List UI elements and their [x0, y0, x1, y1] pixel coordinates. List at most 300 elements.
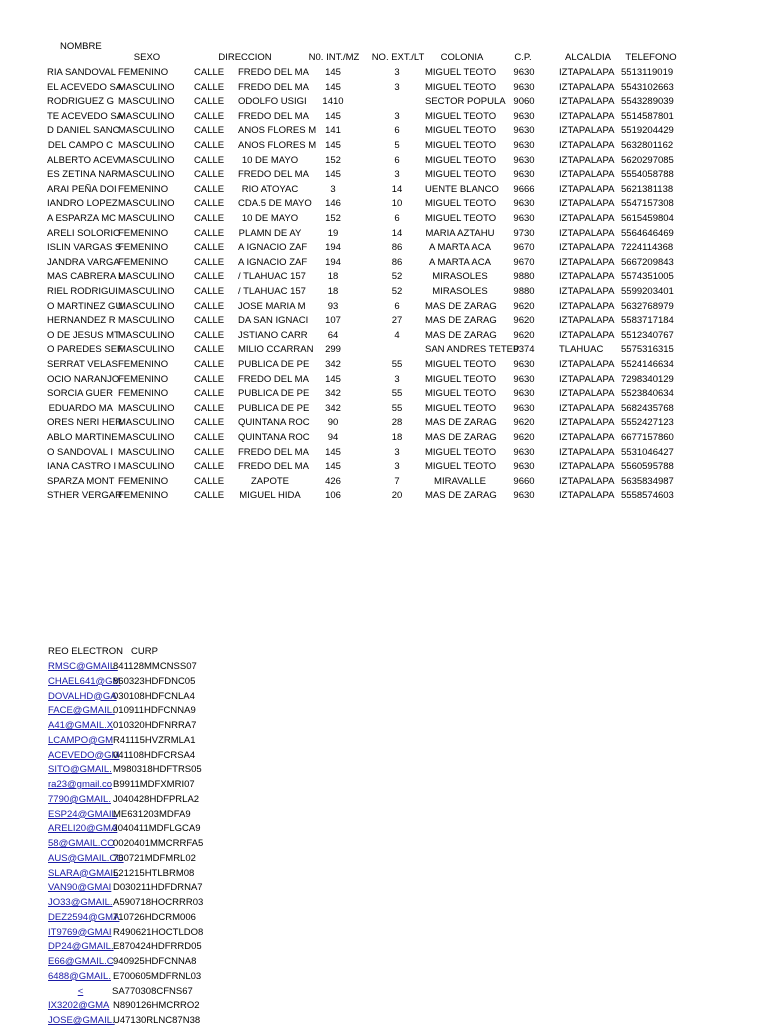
table-cell: 9630	[513, 373, 535, 385]
table-cell: ORES NERI HER	[47, 417, 122, 429]
table-cell: MAS DE ZARAG	[425, 315, 497, 327]
table-cell: 55	[391, 388, 403, 400]
table-cell: HERNANDEZ R	[47, 315, 116, 327]
curp-cell: R490621HOCTLDO8	[113, 926, 204, 938]
table-cell: MASCULINO	[118, 329, 175, 341]
table-cell: 152	[325, 154, 341, 166]
email-link[interactable]: IT9769@GMAI	[48, 926, 112, 938]
table-cell: MIGUEL HIDA	[239, 490, 301, 502]
table-cell: MASCULINO	[118, 300, 175, 312]
table-cell: 9630	[513, 154, 535, 166]
email-link[interactable]: JOSE@GMAIL.	[48, 1015, 115, 1026]
table-cell: 141	[325, 125, 341, 137]
table-cell: 3	[394, 81, 400, 93]
table-cell: CALLE	[194, 271, 225, 283]
email-link[interactable]: DOVALHD@GA	[48, 690, 117, 702]
table-cell: JSTIANO CARR	[238, 329, 308, 341]
email-link[interactable]: <	[77, 985, 84, 997]
curp-cell: 010320HDFNRRA7	[113, 720, 197, 731]
table-cell: CALLE	[194, 140, 225, 151]
table-cell: A MARTA ACA	[429, 242, 491, 254]
table-cell: FREDO DEL MA	[238, 373, 309, 385]
table-cell: 3	[394, 446, 400, 458]
table-cell: 20	[391, 490, 403, 502]
table-cell: 146	[325, 198, 341, 210]
table-cell: 14	[391, 227, 403, 239]
table-cell: MASCULINO	[118, 271, 175, 283]
table-cell: CALLE	[194, 315, 225, 327]
column-header: ALCALDIA	[565, 52, 611, 63]
table-cell: 9630	[513, 490, 535, 502]
table-cell: 86	[391, 242, 403, 254]
table-cell: 6	[394, 300, 400, 312]
table-cell: MASCULINO	[118, 96, 175, 108]
table-cell: IZTAPALAPA	[559, 286, 615, 297]
curp-cell: U47130RLNC87N38	[113, 1015, 201, 1026]
table-cell: 14	[391, 183, 403, 195]
table-cell: 6	[394, 125, 400, 137]
table-cell: FEMENINO	[118, 227, 169, 239]
table-cell: 9670	[513, 242, 535, 254]
table-cell: IZTAPALAPA	[559, 432, 615, 443]
table-cell: 9630	[513, 213, 535, 224]
table-cell: CALLE	[194, 344, 225, 356]
table-cell: 5632768979	[621, 300, 674, 312]
email-link[interactable]: DP24@GMAIL.	[48, 941, 114, 953]
table-cell: SPARZA MONT	[47, 475, 115, 487]
curp-cell: E870424HDFRRD05	[113, 941, 202, 953]
table-cell: 9630	[513, 388, 535, 400]
table-cell: 5615459804	[621, 213, 674, 224]
table-cell: 9630	[513, 81, 535, 93]
table-cell: 5543102663	[621, 81, 674, 93]
table-cell: 3	[394, 110, 400, 122]
table-cell: CALLE	[194, 417, 225, 429]
table-cell: IZTAPALAPA	[559, 67, 615, 78]
table-cell: O PAREDES SEF	[47, 344, 123, 356]
table-cell: CALLE	[194, 125, 225, 137]
table-cell: 145	[325, 446, 341, 458]
table-cell: MIRASOLES	[432, 271, 488, 283]
table-cell: 5560595788	[621, 461, 674, 473]
table-cell: MIGUEL TEOTO	[425, 198, 497, 210]
table-cell: IZTAPALAPA	[559, 140, 615, 151]
table-cell: O MARTINEZ GU	[47, 300, 123, 312]
table-cell: CALLE	[194, 81, 225, 93]
curp-cell: D030211HDFDRNA7	[113, 882, 203, 894]
column-header: N0. INT./MZ	[308, 52, 360, 63]
table-cell: MASCULINO	[118, 417, 175, 429]
table-cell: 107	[325, 315, 341, 327]
table-cell: MILIO CCARRAN	[238, 344, 314, 356]
table-cell: 5564646469	[621, 227, 674, 239]
email-link[interactable]: VAN90@GMAI	[48, 882, 112, 894]
table-cell: CALLE	[194, 359, 225, 370]
table-cell: 342	[325, 402, 341, 414]
table-cell: MIGUEL TEOTO	[425, 213, 497, 224]
table-cell: 9620	[513, 432, 535, 443]
table-cell: FREDO DEL MA	[238, 461, 309, 473]
table-cell: 145	[325, 461, 341, 473]
table-cell: CALLE	[194, 475, 225, 487]
table-cell: MASCULINO	[118, 344, 175, 356]
table-cell: MIRASOLES	[432, 286, 488, 297]
table-cell: TLAHUAC	[559, 344, 604, 356]
table-cell: 94	[327, 432, 339, 443]
table-cell: JANDRA VARGA	[47, 256, 120, 268]
email-link[interactable]: LCAMPO@GM	[48, 734, 114, 746]
table-cell: 3	[394, 67, 400, 78]
table-cell: CALLE	[194, 183, 225, 195]
table-cell: 426	[325, 475, 341, 487]
table-cell: 5574351005	[621, 271, 674, 283]
email-link[interactable]: CHAEL641@GM	[48, 675, 121, 687]
table-cell: 18	[327, 286, 339, 297]
table-cell: STHER VERGAR	[47, 490, 122, 502]
curp-cell: 030108HDFCNLA4	[113, 690, 195, 702]
table-cell: 5523840634	[621, 388, 674, 400]
table-cell: CALLE	[194, 67, 225, 78]
table-cell: MASCULINO	[118, 461, 175, 473]
table-cell: 5514587801	[621, 110, 674, 122]
curp-cell: R41115HVZRMLA1	[113, 734, 196, 746]
email-link[interactable]: ARELI20@GMA	[48, 823, 118, 835]
table-cell: PLAMN DE AY	[238, 227, 302, 239]
column-header: COLONIA	[440, 52, 484, 63]
table-cell: CALLE	[194, 388, 225, 400]
table-cell: 3	[394, 169, 400, 181]
table-cell: FEMENINO	[118, 183, 169, 195]
table-cell: A ESPARZA MC	[47, 213, 116, 224]
table-cell: 9630	[513, 461, 535, 473]
table-cell: IZTAPALAPA	[559, 242, 615, 254]
curp-cell: 041108HDFCRSA4	[113, 749, 196, 761]
table-cell: D DANIEL SANC	[47, 125, 120, 137]
table-cell: IZTAPALAPA	[559, 96, 615, 108]
table-cell: CALLE	[194, 300, 225, 312]
table-cell: MIRAVALLE	[434, 475, 486, 487]
table-cell: 342	[325, 388, 341, 400]
table-cell: ANOS FLORES M	[238, 125, 317, 137]
table-cell: MAS DE ZARAG	[425, 300, 497, 312]
table-cell: EL ACEVEDO SA	[47, 81, 123, 93]
table-cell: MASCULINO	[118, 446, 175, 458]
table-cell: CALLE	[194, 490, 225, 502]
table-cell: 10	[391, 198, 403, 210]
email-link[interactable]: RMSC@GMAIL.	[48, 661, 118, 672]
table-cell: MIGUEL TEOTO	[425, 388, 497, 400]
table-cell: 52	[391, 271, 403, 283]
table-cell: 6	[394, 213, 400, 224]
table-cell: A MARTA ACA	[429, 256, 491, 268]
table-cell: 7	[394, 475, 400, 487]
email-link[interactable]: 58@GMAIL.CO	[48, 838, 115, 849]
table-cell: CALLE	[194, 373, 225, 385]
table-cell: MASCULINO	[118, 110, 175, 122]
email-link[interactable]: IX3202@GMA	[48, 1000, 110, 1012]
table-cell: TE ACEVEDO SA	[47, 110, 124, 122]
table-cell: 1410	[322, 96, 344, 108]
table-cell: 9620	[513, 315, 535, 327]
table-cell: MAS DE ZARAG	[425, 490, 497, 502]
column-header: DIRECCION	[218, 52, 272, 63]
table-cell: A IGNACIO ZAF	[238, 256, 308, 268]
curp-cell: 010911HDFCNNA9	[113, 705, 196, 717]
table-cell: MASCULINO	[118, 213, 175, 224]
table-cell: ARELI SOLORIO	[47, 227, 121, 239]
table-cell: RIO ATOYAC	[241, 183, 299, 195]
email-link[interactable]: AUS@GMAIL.CO	[48, 852, 124, 864]
table-cell: 5531046427	[621, 446, 674, 458]
table-cell: MIGUEL TEOTO	[425, 67, 497, 78]
table-cell: FEMENINO	[118, 359, 169, 370]
table-cell: MARIA AZTAHU	[425, 227, 495, 239]
table-cell: DA SAN IGNACI	[238, 315, 309, 327]
table-cell: IZTAPALAPA	[559, 402, 615, 414]
table-cell: CALLE	[194, 198, 225, 210]
table-cell: IZTAPALAPA	[559, 169, 615, 181]
table-cell: 18	[327, 271, 339, 283]
table-cell: 342	[325, 359, 341, 370]
table-cell: FEMENINO	[118, 67, 169, 78]
table-cell: 9620	[513, 300, 535, 312]
table-cell: 5599203401	[621, 286, 674, 297]
table-cell: 9630	[513, 110, 535, 122]
email-link[interactable]: SITO@GMAIL.	[48, 764, 112, 776]
email-link[interactable]: DEZ2594@GMA	[48, 911, 120, 923]
table-cell: MIGUEL TEOTO	[425, 446, 497, 458]
table-cell: CALLE	[194, 256, 225, 268]
table-cell: QUINTANA ROC	[238, 417, 310, 429]
table-cell: FEMENINO	[118, 475, 169, 487]
column-header: C.P.	[514, 52, 532, 63]
table-cell: PUBLICA DE PE	[238, 402, 310, 414]
table-cell: 145	[325, 110, 341, 122]
table-cell: IZTAPALAPA	[559, 461, 615, 473]
table-cell: IZTAPALAPA	[559, 446, 615, 458]
table-cell: 106	[325, 490, 341, 502]
table-cell: FEMENINO	[118, 490, 169, 502]
table-cell: ARAI PEÑA DOI	[47, 183, 117, 195]
table-cell: 3	[394, 373, 400, 385]
table-cell: MIGUEL TEOTO	[425, 373, 497, 385]
table-cell: 145	[325, 67, 341, 78]
table-cell: 5	[394, 140, 400, 151]
table-cell: MASCULINO	[118, 125, 175, 137]
table-cell: ALBERTO ACEV	[47, 154, 119, 166]
table-cell: MASCULINO	[118, 402, 175, 414]
table-cell: 9060	[513, 96, 535, 108]
table-cell: / TLAHUAC 157	[238, 286, 306, 297]
table-cell: MIGUEL TEOTO	[425, 169, 497, 181]
curp-cell: 521215HTLBRM08	[113, 867, 195, 879]
email-link[interactable]: 6488@GMAIL.	[48, 970, 111, 982]
curp-cell: A590718HOCRRR03	[113, 897, 204, 908]
email-link[interactable]: SLARA@GMAIL	[48, 867, 119, 879]
table-cell: 18	[391, 432, 403, 443]
curp-cell: SA770308CFNS67	[112, 985, 193, 997]
table-cell: 9374	[513, 344, 535, 356]
table-cell	[370, 343, 424, 357]
table-cell: 194	[325, 242, 341, 254]
table-cell: CALLE	[194, 329, 225, 341]
email-link[interactable]: JO33@GMAIL.	[48, 897, 113, 908]
email-link[interactable]: FACE@GMAIL.	[48, 705, 115, 717]
table-cell: MASCULINO	[118, 169, 175, 181]
email-link[interactable]: A41@GMAIL.X	[48, 720, 114, 731]
table-cell: CALLE	[194, 96, 225, 108]
curp-cell: J040428HDFPRLA2	[113, 793, 200, 805]
table-cell: / TLAHUAC 157	[238, 271, 306, 283]
table-cell: 10 DE MAYO	[241, 213, 299, 224]
table-cell: IZTAPALAPA	[559, 81, 615, 93]
table-cell: 5558574603	[621, 490, 674, 502]
table-cell: MAS DE ZARAG	[425, 417, 497, 429]
table-cell: 145	[325, 169, 341, 181]
table-cell: 5632801162	[621, 140, 674, 151]
table-cell: SAN ANDRES TETEP	[425, 344, 520, 356]
curp-cell: N890126HMCRRO2	[113, 1000, 200, 1012]
table-cell: CALLE	[194, 110, 225, 122]
table-cell: 19	[327, 227, 339, 239]
table-cell: ABLO MARTINE	[47, 432, 118, 443]
table-cell: IZTAPALAPA	[559, 213, 615, 224]
column-header: REO ELECTRON	[48, 646, 123, 657]
table-cell: MIGUEL TEOTO	[425, 359, 497, 370]
table-cell: 5524146634	[621, 359, 674, 370]
table-cell: 9630	[513, 446, 535, 458]
table-cell: MASCULINO	[118, 154, 175, 166]
table-cell: ZAPOTE	[250, 475, 289, 487]
column-header: CURP	[131, 646, 158, 657]
table-cell: MASCULINO	[118, 198, 175, 210]
table-cell: 145	[325, 140, 341, 151]
table-cell: 5621381138	[621, 183, 674, 195]
curp-cell: 0020401MMCRRFA5	[113, 838, 204, 849]
table-cell: 9620	[513, 329, 535, 341]
table-cell: 5547157308	[621, 198, 674, 210]
table-cell: CALLE	[194, 169, 225, 181]
table-cell: MIGUEL TEOTO	[425, 154, 497, 166]
curp-cell: 760721MDFMRL02	[113, 852, 196, 864]
table-cell: 86	[391, 256, 403, 268]
table-cell: FREDO DEL MA	[238, 110, 309, 122]
table-cell: 93	[327, 300, 339, 312]
email-link[interactable]: E66@GMAIL.C	[48, 956, 114, 967]
table-cell: 145	[325, 373, 341, 385]
table-cell: IZTAPALAPA	[559, 110, 615, 122]
table-cell: 9660	[513, 475, 535, 487]
curp-cell: ME631203MDFA9	[113, 808, 191, 820]
table-cell: FEMENINO	[118, 242, 169, 254]
table-cell: IZTAPALAPA	[559, 329, 615, 341]
table-cell: 5620297085	[621, 154, 674, 166]
table-cell: FREDO DEL MA	[238, 446, 309, 458]
table-cell: IANDRO LOPEZ	[47, 198, 118, 210]
table-cell: PUBLICA DE PE	[238, 359, 310, 370]
email-link[interactable]: ESP24@GMAIL	[48, 808, 117, 820]
email-link[interactable]: ra23@gmail.co	[48, 779, 113, 790]
table-cell: A IGNACIO ZAF	[238, 242, 308, 254]
table-cell: O DE JESUS MT	[47, 329, 120, 341]
table-cell: IZTAPALAPA	[559, 359, 615, 370]
table-cell: ODOLFO USIGI	[238, 96, 307, 108]
table-cell: O SANDOVAL I	[47, 446, 113, 458]
table-cell: MASCULINO	[118, 81, 175, 93]
table-cell: 9880	[513, 271, 535, 283]
table-cell: 64	[327, 329, 339, 341]
table-cell: ISLIN VARGAS S	[47, 242, 122, 254]
table-cell: DEL CAMPO C	[47, 140, 113, 151]
table-cell: FEMENINO	[118, 256, 169, 268]
table-cell: CALLE	[194, 446, 225, 458]
table-cell: MIGUEL TEOTO	[425, 461, 497, 473]
table-cell: 3	[394, 461, 400, 473]
table-cell: 9630	[513, 198, 535, 210]
table-cell: 5554058788	[621, 169, 674, 181]
table-cell: 27	[391, 315, 403, 327]
table-cell: CALLE	[194, 154, 225, 166]
table-cell: RIA SANDOVAL	[47, 67, 116, 78]
table-cell: 90	[327, 417, 339, 429]
table-cell: JOSE MARIA M	[238, 300, 306, 312]
table-cell: 9730	[513, 227, 535, 239]
email-link[interactable]: 7790@GMAIL.	[48, 793, 111, 805]
table-cell: 28	[391, 417, 403, 429]
table-cell: 7298340129	[621, 373, 674, 385]
email-link[interactable]: ACEVEDO@GM	[48, 749, 120, 761]
column-header: NO. EXT./LT	[371, 52, 425, 63]
table-cell: 9630	[513, 402, 535, 414]
table-cell: ES ZETINA NAR	[47, 169, 119, 181]
table-cell: CALLE	[194, 402, 225, 414]
table-cell: MAS DE ZARAG	[425, 329, 497, 341]
table-cell: PUBLICA DE PE	[238, 388, 310, 400]
table-cell: IZTAPALAPA	[559, 227, 615, 239]
table-cell: FEMENINO	[118, 388, 169, 400]
table-cell: 9670	[513, 256, 535, 268]
table-cell: IZTAPALAPA	[559, 198, 615, 210]
table-cell: 5513119019	[621, 67, 674, 78]
table-cell: 5667209843	[621, 256, 674, 268]
table-cell: MASCULINO	[118, 286, 175, 297]
table-cell: IZTAPALAPA	[559, 183, 615, 195]
table-cell: MAS DE ZARAG	[425, 432, 497, 443]
table-cell: 3	[330, 183, 336, 195]
table-cell: MIGUEL TEOTO	[425, 402, 497, 414]
curp-cell: 710726HDCRM006	[113, 911, 196, 923]
table-cell: 55	[391, 359, 403, 370]
table-cell: SECTOR POPULA	[425, 96, 506, 108]
curp-cell: 841128MMCNSS07	[113, 661, 197, 672]
table-cell: QUINTANA ROC	[238, 432, 310, 443]
table-cell: SERRAT VELAS	[47, 359, 118, 370]
table-cell: IZTAPALAPA	[559, 388, 615, 400]
table-cell: CALLE	[194, 213, 225, 224]
table-cell: OCIO NARANJO	[47, 373, 120, 385]
table-cell: MASCULINO	[118, 315, 175, 327]
table-cell: 5575316315	[621, 344, 674, 356]
table-cell: 5583717184	[621, 315, 674, 327]
table-cell: 9630	[513, 169, 535, 181]
table-cell: CDA.5 DE MAYO	[238, 198, 312, 210]
table-cell: 6677157860	[621, 432, 674, 443]
table-cell: MAS CABRERA L	[47, 271, 124, 283]
table-cell: 4	[394, 329, 400, 341]
table-cell: 152	[325, 213, 341, 224]
table-cell: MASCULINO	[118, 140, 175, 151]
table-cell: IZTAPALAPA	[559, 125, 615, 137]
